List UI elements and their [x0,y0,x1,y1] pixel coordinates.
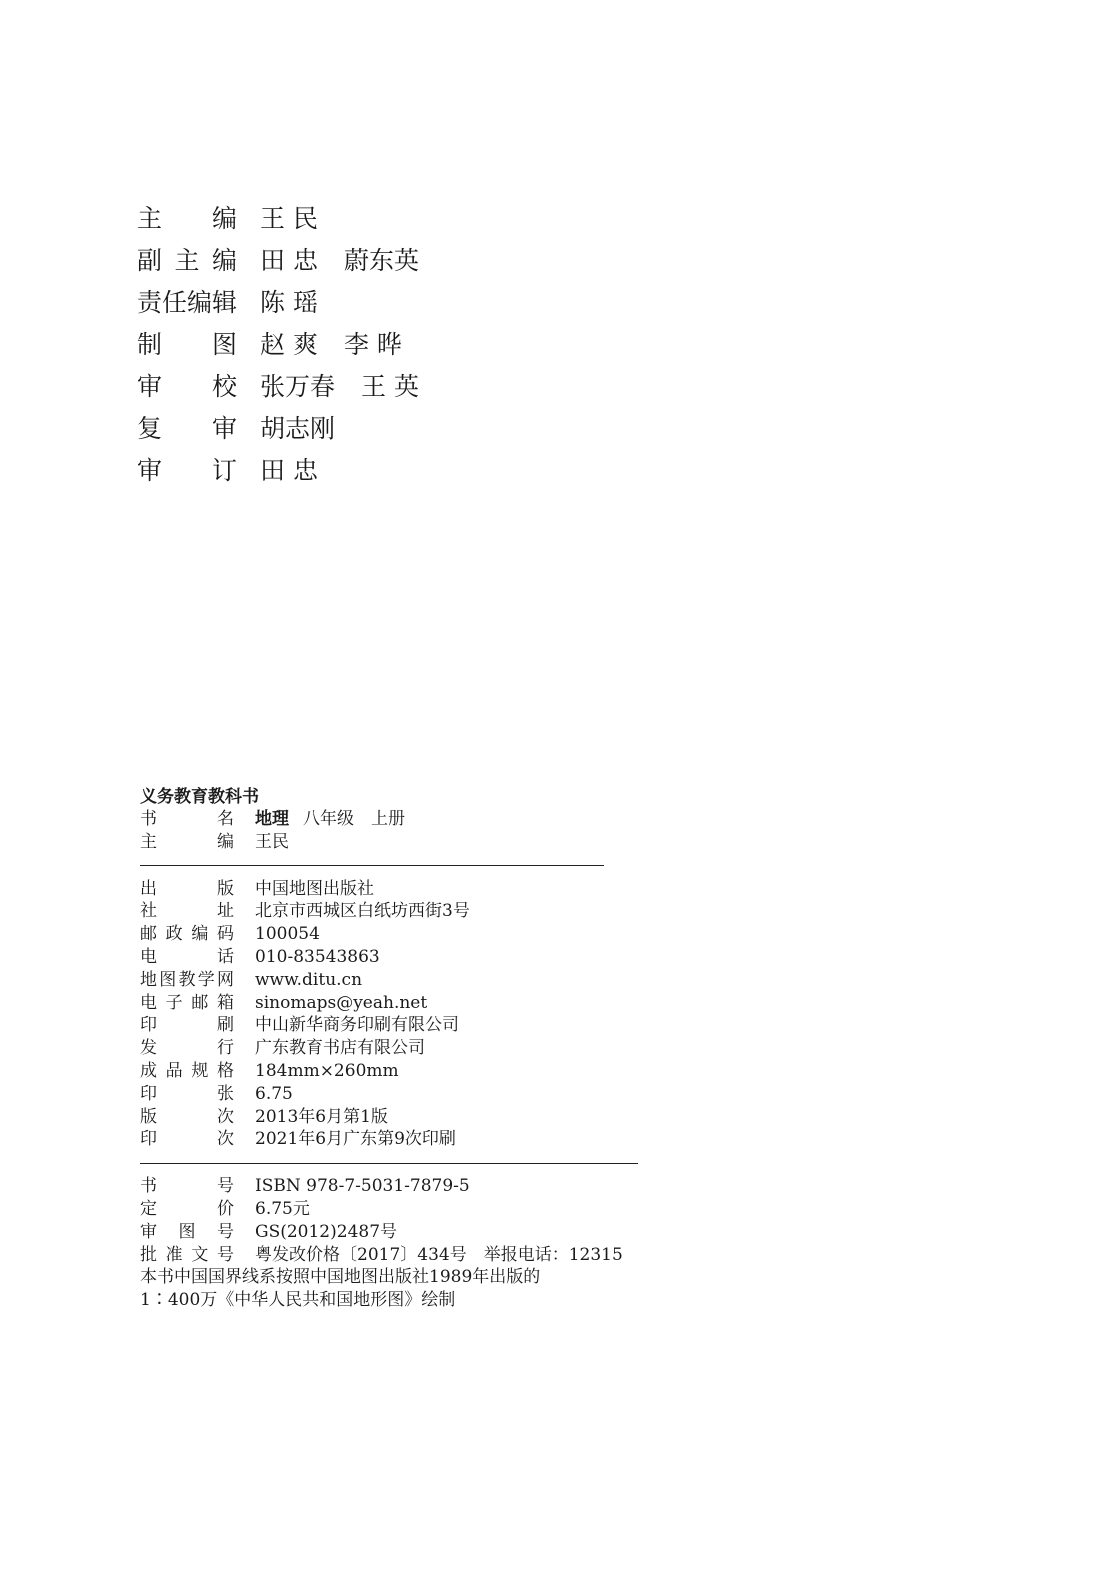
field-label-char: 名 [217,809,234,829]
field-value: sinomaps@yeah.net [255,992,428,1013]
divider [140,1163,638,1164]
field-value: 6.75元 [255,1198,310,1219]
field-label-char: 次 [217,1106,234,1127]
field-label-char: 话 [217,946,234,967]
field-value: 010-83543863 [255,946,380,967]
credit-name: 胡志刚 [260,414,336,443]
credit-role-char: 订 [211,456,237,485]
credit-row [137,366,445,408]
field-label-char: 图 [178,1221,196,1242]
field-label-char: 地 [140,969,157,990]
credit-role-char: 责 [137,288,163,317]
credit-role-char: 主 [174,246,200,275]
credit-names [260,282,344,324]
field-value-bold: 地理 [255,809,289,829]
field-row [140,1037,640,1060]
credit-row [137,450,445,492]
field-label [140,1221,234,1244]
credit-role-char: 编 [211,204,237,233]
field-label-char: 箱 [216,992,234,1013]
credit-role [137,282,237,324]
credit-name: 赵 爽 [260,330,318,359]
field-label-char: 号 [217,1176,234,1197]
field-label-char: 准 [165,1244,183,1265]
field-label-char: 定 [140,1198,157,1219]
field-label [140,992,234,1015]
field-label [140,969,234,992]
book-info [140,808,640,854]
field-row [140,1014,640,1037]
field-label-char: 规 [191,1060,209,1081]
field-label-char: 邮 [140,924,157,945]
credit-role [137,450,237,492]
credit-role-char: 副 [137,246,163,275]
field-label-char: 网 [217,969,234,990]
field-label [140,1128,234,1151]
field-label-char: 编 [191,924,209,945]
field-value: 6.75 [255,1083,293,1104]
credit-row [137,198,445,240]
field-label-char: 格 [216,1060,234,1081]
field-value-text: 王民 [255,831,289,852]
credit-row [137,282,445,324]
field-value [255,808,405,831]
credit-names [260,408,361,450]
field-value: 2013年6月第1版 [255,1106,388,1127]
field-row [140,923,640,946]
field-row [140,900,640,923]
field-label-char: 电 [140,946,157,967]
field-row [140,1106,640,1129]
credit-names [260,450,344,492]
copyright-block [140,786,640,1312]
credit-role [137,366,237,408]
field-value: 中山新华商务印刷有限公司 [255,1015,459,1036]
credit-role-char: 审 [137,456,163,485]
credit-name: 蔚东英 [343,246,419,275]
field-label-char: 版 [140,1106,157,1127]
credit-role-char: 校 [211,372,237,401]
credit-names [260,198,344,240]
credit-role [137,240,237,282]
field-label-char: 批 [140,1244,157,1265]
field-label-char: 号 [216,1244,234,1265]
field-value: 100054 [255,924,320,945]
field-row [140,1128,640,1151]
field-row [140,1221,640,1244]
credit-name: 王 英 [361,372,419,401]
series-title: 义务教育教科书 [140,787,259,807]
field-value: 2021年6月广东第9次印刷 [255,1129,456,1150]
field-label [140,1083,234,1106]
field-label-char: 行 [217,1038,234,1059]
field-value: 北京市西城区白纸坊西街3号 [255,901,470,922]
credit-names [260,366,445,408]
credit-role-char: 图 [211,330,237,359]
field-label [140,1014,234,1037]
field-label-char: 号 [217,1221,234,1242]
field-label [140,1244,234,1267]
field-value: ISBN 978-7-5031-7879-5 [255,1176,470,1197]
field-label-char: 政 [165,924,183,945]
credit-role-char: 审 [211,414,237,443]
field-value: GS(2012)2487号 [255,1221,398,1242]
credit-role-char: 编 [211,246,237,275]
credit-name: 田 忠 [260,456,318,485]
field-label-char: 址 [217,901,234,922]
field-row [140,946,640,969]
field-label [140,900,234,923]
field-value: www.ditu.cn [255,969,363,990]
editorial-credits [137,198,445,492]
credit-role-char: 审 [137,372,163,401]
field-row [140,1175,640,1198]
field-label [140,1037,234,1060]
field-label-char: 书 [140,809,157,829]
field-row [140,1198,640,1221]
credit-row [137,324,445,366]
field-label [140,923,234,946]
credit-role [137,408,237,450]
note-line: 本书中国国界线系按照中国地图出版社1989年出版的 [140,1267,541,1288]
field-label-char: 版 [217,878,234,899]
credit-row [137,408,445,450]
credit-names [260,240,445,282]
field-row [140,1083,640,1106]
field-label-char: 学 [197,969,215,990]
credit-names [260,324,428,366]
field-label-char: 审 [140,1221,157,1242]
field-row [140,992,640,1015]
field-value: 中国地图出版社 [255,878,374,899]
field-label-char: 印 [140,1015,157,1036]
divider [140,865,604,866]
field-label-char: 码 [216,924,234,945]
field-label-char: 出 [140,878,157,899]
field-label-char: 主 [140,831,157,852]
field-value: 广东教育书店有限公司 [255,1038,425,1059]
credit-role-char: 制 [137,330,163,359]
field-label-char: 社 [140,901,157,922]
field-label-char: 印 [140,1083,157,1104]
credit-row [137,240,445,282]
field-value-text: 八年级 上册 [303,809,405,829]
boundary-note [140,1266,640,1312]
field-label [140,808,234,831]
field-label [140,1060,234,1083]
field-row [140,831,640,854]
credit-role-char: 任 [162,288,188,317]
credit-role [137,324,237,366]
field-label-char: 图 [159,969,177,990]
field-label-char: 教 [178,969,196,990]
field-row [140,1060,640,1083]
field-label [140,1106,234,1129]
field-label-char: 发 [140,1038,157,1059]
field-row [140,969,640,992]
field-value: 184mm×260mm [255,1060,399,1081]
field-label [140,946,234,969]
field-label [140,878,234,901]
field-label-char: 价 [217,1198,234,1219]
note-line: 1∶400万《中华人民共和国地形图》绘制 [140,1290,456,1311]
field-label-char: 成 [140,1060,157,1081]
credit-name: 王 民 [260,204,318,233]
field-label-char: 编 [217,831,234,852]
field-label-char: 邮 [191,992,209,1013]
credit-name: 陈 瑶 [260,288,318,317]
credit-name: 田 忠 [260,246,318,275]
field-row [140,1244,640,1267]
field-row [140,808,640,831]
credit-role [137,198,237,240]
field-label [140,831,234,854]
credit-role-char: 主 [137,204,163,233]
field-label-char: 文 [191,1244,209,1265]
field-value: 粤发改价格〔2017〕434号 举报电话：12315 [255,1244,623,1265]
credit-name: 李 晔 [343,330,402,359]
field-label-char: 张 [217,1083,234,1104]
registration-info [140,1175,640,1266]
credit-role-char: 辑 [212,288,238,317]
credit-name: 张万春 [260,372,336,401]
field-label-char: 印 [140,1129,157,1150]
field-label-char: 品 [165,1060,183,1081]
publication-info [140,878,640,1152]
credit-role-char: 编 [187,288,213,317]
field-value [255,831,289,854]
field-label [140,1175,234,1198]
credit-role-char: 复 [137,414,163,443]
field-label-char: 书 [140,1176,157,1197]
field-label-char: 次 [217,1129,234,1150]
field-label [140,1198,234,1221]
field-label-char: 电 [140,992,157,1013]
field-label-char: 刷 [217,1015,234,1036]
field-label-char: 子 [165,992,183,1013]
field-row [140,878,640,901]
